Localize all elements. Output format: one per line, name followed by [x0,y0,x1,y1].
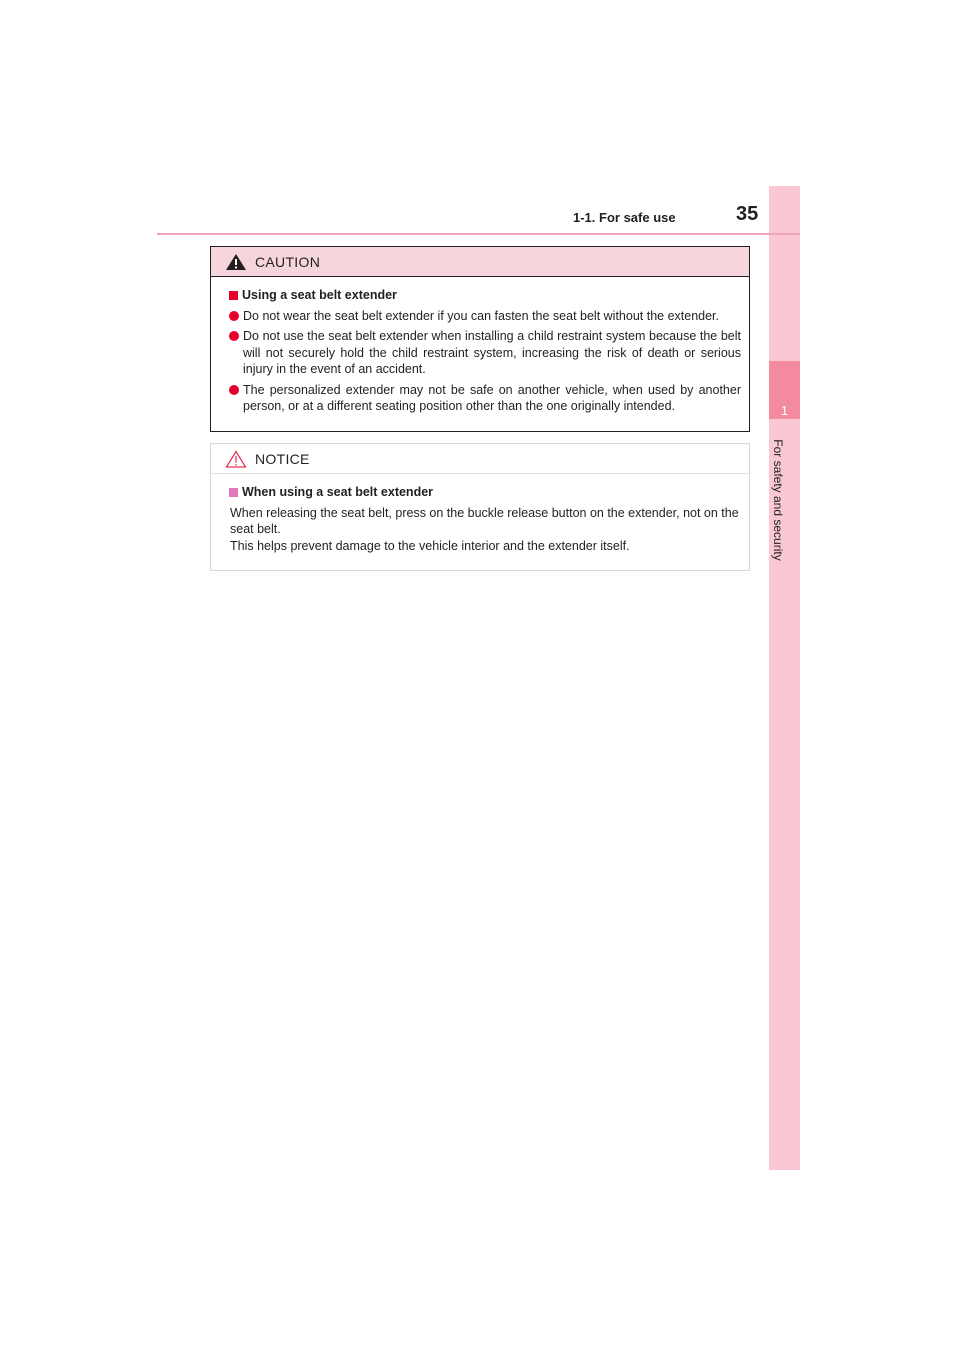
notice-paragraph [230,505,741,555]
caution-title: CAUTION [255,253,321,270]
caution-bullet [229,382,741,415]
caution-header [211,247,749,277]
notice-header [211,444,749,474]
square-bullet-icon [229,291,238,300]
caution-section-heading-text: Using a seat belt extender [242,288,397,302]
notice-section-heading [229,484,741,501]
chapter-label: For safety and security [771,439,785,561]
warning-triangle-icon [225,253,247,271]
notice-section-heading-text: When using a seat belt extender [242,485,434,499]
page-number: 35 [736,203,759,225]
side-chapter-tab [769,186,800,1170]
notice-body [211,474,749,554]
caution-bullet [229,328,741,378]
round-bullet-icon [229,385,239,395]
caution-section-heading [229,287,741,304]
caution-bullet-text: Do not wear the seat belt extender if you can fasten the seat belt without the extender. [243,308,719,323]
chapter-number: 1 [780,403,789,418]
notice-line: This helps prevent damage to the vehicle interior and the extender itself. [230,538,630,553]
caution-box [210,246,750,432]
caution-bullet [229,308,741,325]
warning-triangle-icon [225,450,247,468]
caution-body [211,277,749,415]
caution-bullet-text: Do not use the seat belt extender when installing a child restraint system because the belt will not securely hold the child restraint system, increasing the risk of death or serious injury in the event of an accident. [243,329,741,376]
square-bullet-icon [229,488,238,497]
header-rule [157,233,800,235]
caution-bullet-text: The personalized extender may not be safe on another vehicle, when used by another person, or at a different seating position other than the one originally intended. [243,382,741,413]
section-title: 1-1. For safe use [573,210,676,225]
notice-title: NOTICE [255,450,310,467]
notice-line: When releasing the seat belt, press on the buckle release button on the extender, not on the seat belt. [230,505,739,536]
round-bullet-icon [229,311,239,321]
notice-box [210,443,750,571]
round-bullet-icon [229,331,239,341]
